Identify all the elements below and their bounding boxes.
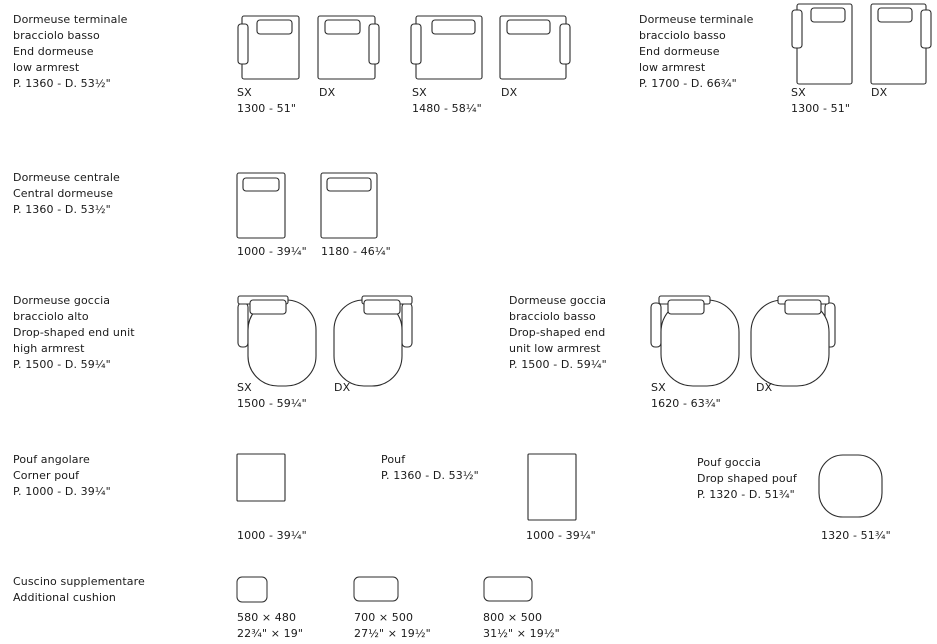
size-inch-label: 27½" × 19½" — [354, 627, 431, 640]
dimensions-line: P. 1500 - D. 59¼" — [13, 358, 111, 371]
cushion-800-label — [483, 610, 560, 642]
central-dormeuse-1000-drawing — [237, 173, 285, 238]
end-dormeuse-sx-1300-label — [237, 85, 296, 117]
size-label: 1000 - 39¼" — [526, 529, 596, 542]
end-dormeuse-deep-dx-drawing — [871, 4, 931, 84]
description-line: Corner pouf — [13, 469, 80, 482]
drop-dormeuse-low-description — [509, 293, 607, 373]
description-line: bracciolo alto — [13, 310, 89, 323]
side-label: SX — [651, 381, 666, 394]
description-line: Dormeuse goccia — [509, 294, 607, 307]
size-label: 1000 - 39¼" — [237, 245, 307, 258]
size-label: 1300 - 51" — [237, 102, 297, 115]
side-label: DX — [871, 86, 888, 99]
end-dormeuse-deep-description — [639, 12, 754, 92]
description-line: Pouf goccia — [697, 456, 762, 469]
description-line: bracciolo basso — [509, 310, 596, 323]
side-label: DX — [319, 86, 336, 99]
end-dormeuse-sx-1480-label — [412, 85, 482, 117]
side-label: SX — [237, 381, 252, 394]
dimensions-line: P. 1360 - D. 53½" — [13, 77, 111, 90]
drop-dormeuse-low-sx-label — [651, 380, 721, 412]
dimensions-line: P. 1000 - D. 39¼" — [13, 485, 111, 498]
drop-dormeuse-high-description — [13, 293, 135, 373]
description-line: Dormeuse goccia — [13, 294, 111, 307]
end-dormeuse-deep-sx-label — [791, 85, 850, 117]
side-label: SX — [791, 86, 806, 99]
size-mm-label: 700 × 500 — [354, 611, 414, 624]
end-dormeuse-dx-1300-drawing — [318, 16, 379, 79]
description-line: Drop-shaped end unit — [13, 326, 135, 339]
drop-pouf-drawing — [819, 455, 882, 517]
drop-pouf-description — [697, 455, 797, 503]
dimensions-line: P. 1360 - D. 53½" — [381, 469, 479, 482]
description-line: Dormeuse centrale — [13, 171, 120, 184]
end-dormeuse-deep-sx-drawing — [792, 4, 852, 84]
description-line: unit low armrest — [509, 342, 601, 355]
drop-dormeuse-low-dx-drawing — [751, 296, 835, 386]
drop-dormeuse-high-sx-label — [237, 380, 307, 412]
description-line: bracciolo basso — [13, 29, 100, 42]
cushion-description — [13, 574, 145, 606]
size-mm-label: 800 × 500 — [483, 611, 543, 624]
dimensions-line: P. 1500 - D. 59¼" — [509, 358, 607, 371]
cushion-700-drawing — [354, 577, 398, 601]
side-label: SX — [237, 86, 252, 99]
pouf-drawing — [528, 454, 576, 520]
drop-dormeuse-high-dx-drawing — [334, 296, 412, 386]
description-line: high armrest — [13, 342, 85, 355]
description-line: End dormeuse — [13, 45, 94, 58]
description-line: Pouf angolare — [13, 453, 90, 466]
cushion-800-drawing — [484, 577, 532, 601]
description-line: bracciolo basso — [639, 29, 726, 42]
description-line: low armrest — [13, 61, 80, 74]
side-label: DX — [501, 86, 518, 99]
drop-dormeuse-low-sx-drawing — [651, 296, 739, 386]
cushion-580-label — [237, 610, 303, 642]
size-label: 1000 - 39¼" — [237, 529, 307, 542]
end-dormeuse-sx-1480-drawing — [411, 16, 482, 79]
description-line: low armrest — [639, 61, 706, 74]
cushion-700-label — [354, 610, 431, 642]
size-label: 1300 - 51" — [791, 102, 851, 115]
end-dormeuse-sx-1300-drawing — [238, 16, 299, 79]
description-line: Drop shaped pouf — [697, 472, 797, 485]
description-line: End dormeuse — [639, 45, 720, 58]
size-inch-label: 31½" × 19½" — [483, 627, 560, 640]
size-inch-label: 22¾" × 19" — [237, 627, 303, 640]
size-label: 1480 - 58¼" — [412, 102, 482, 115]
cushion-580-drawing — [237, 577, 267, 602]
size-label: 1620 - 63¾" — [651, 397, 721, 410]
size-label: 1320 - 51¾" — [821, 529, 891, 542]
description-line: Dormeuse terminale — [639, 13, 754, 26]
corner-pouf-description — [13, 452, 111, 500]
central-dormeuse-1180-drawing — [321, 173, 377, 238]
description-line: Cuscino supplementare — [13, 575, 145, 588]
dimensions-line: P. 1320 - D. 51¾" — [697, 488, 795, 501]
drop-dormeuse-high-sx-drawing — [238, 296, 316, 386]
size-mm-label: 580 × 480 — [237, 611, 297, 624]
central-dormeuse-description — [13, 170, 120, 218]
dimensions-line: P. 1700 - D. 66¾" — [639, 77, 737, 90]
size-label: 1180 - 46¼" — [321, 245, 391, 258]
size-label: 1500 - 59¼" — [237, 397, 307, 410]
side-label: DX — [334, 381, 351, 394]
description-line: Drop-shaped end — [509, 326, 606, 339]
dimensions-line: P. 1360 - D. 53½" — [13, 203, 111, 216]
side-label: DX — [756, 381, 773, 394]
end-dormeuse-low-description — [13, 12, 128, 92]
description-line: Additional cushion — [13, 591, 116, 604]
description-line: Pouf — [381, 453, 406, 466]
pouf-description — [381, 452, 479, 484]
description-line: Central dormeuse — [13, 187, 114, 200]
description-line: Dormeuse terminale — [13, 13, 128, 26]
corner-pouf-drawing — [237, 454, 285, 501]
side-label: SX — [412, 86, 427, 99]
end-dormeuse-dx-1480-drawing — [500, 16, 570, 79]
